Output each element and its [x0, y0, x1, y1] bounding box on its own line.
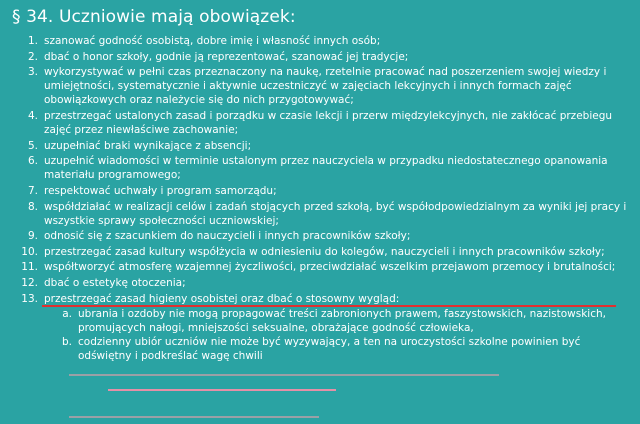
- list-item-number: 3.: [27, 66, 38, 79]
- obligations-list: [10, 34, 630, 364]
- list-item-number: 6.: [27, 155, 38, 168]
- list-item-text: dbać o honor szkoły, godnie ją reprezentować, szanować jej tradycje;: [44, 50, 409, 63]
- gray-marker-underline: [69, 374, 499, 376]
- list-item-number: 10.: [21, 245, 38, 258]
- list-item-highlighted: [10, 292, 630, 364]
- sub-list-item: [44, 335, 630, 363]
- list-item: [10, 200, 630, 228]
- list-item-text: uzupełnić wiadomości w terminie ustalonym przez nauczyciela w przypadku niedostatecznego opanowania materiału programowego;: [44, 155, 608, 182]
- list-item-text: wykorzystywać w pełni czas przeznaczony na naukę, rzetelnie pracować nad poszerzeniem swojej wiedzy i umiejętności, systematycznie i aktywnie uczestniczyć w zajęciach lekcyjnych i innych formach zajęć obowiązkowych oraz należycie się do nich przygotowywać;: [44, 66, 607, 107]
- list-item-number: 1.: [27, 35, 38, 47]
- sub-list-item-text: codzienny ubiór uczniów nie może być wyzywający, a ten na uroczystości szkolne powinien być odświętny i podkreślać wagę chwili: [78, 336, 581, 363]
- list-item: [10, 245, 630, 259]
- list-item: [10, 50, 630, 64]
- list-item: [10, 184, 630, 198]
- list-item: [10, 139, 630, 153]
- list-item-text: współdziałać w realizacji celów i zadań stojących przed szkołą, być współodpowiedzialnym za wyniki jej pracy i wszystkie sprawy społeczności uczniowskiej;: [44, 200, 627, 227]
- sub-list-item-number: a.: [62, 307, 72, 320]
- list-item-number: 4.: [27, 109, 38, 122]
- sub-list-item-text: ubrania i ozdoby nie mogą propagować treści zabronionych prawem, faszystowskich, nazistowskich, promujących nałogi, mniejszości seksualne, obrażające godność człowieka,: [78, 307, 606, 334]
- list-item-number: 12.: [21, 277, 38, 289]
- sub-list-item-number: b.: [61, 336, 72, 349]
- list-item-number: 11.: [21, 261, 38, 274]
- list-item-text: przestrzegać ustalonych zasad i porządku w czasie lekcji i przerw międzylekcyjnych, nie zakłócać przebiegu zajęć przez niewłaściwe zachowanie;: [44, 109, 613, 137]
- list-item: [10, 154, 630, 182]
- list-item: [10, 109, 630, 137]
- sub-obligations-list: [44, 307, 630, 364]
- sub-list-item: [44, 307, 630, 335]
- list-item-number: 2.: [27, 50, 38, 63]
- list-item: [10, 229, 630, 243]
- page-title: § 34. Uczniowie mają obowiązek:: [12, 7, 296, 27]
- list-item-number: 9.: [27, 230, 38, 243]
- list-item-number: 8.: [27, 200, 38, 213]
- list-item-text: dbać o estetykę otoczenia;: [44, 277, 186, 289]
- list-item-text: przestrzegać zasad higieny osobistej oraz dbać o stosowny wygląd:: [44, 292, 630, 306]
- gray-marker-underline-2: [69, 416, 319, 418]
- list-item-number: 13.: [21, 292, 38, 305]
- pink-marker-underline: [108, 389, 336, 391]
- list-item-text: współtworzyć atmosferę wzajemnej życzliwości, przeciwdziałać wszelkim przejawom przemocy i brutalności;: [44, 261, 616, 274]
- list-item-text: respektować uchwały i program samorządu;: [44, 184, 277, 197]
- list-item-number: 7.: [27, 184, 38, 197]
- list-item-text: szanować godność osobistą, dobre imię i własność innych osób;: [44, 35, 381, 47]
- list-item-text: uzupełniać braki wynikające z absencji;: [44, 139, 252, 152]
- list-item-text: przestrzegać zasad kultury współżycia w odniesieniu do kolegów, nauczycieli i innych pracowników szkoły;: [44, 245, 605, 258]
- list-item: [10, 260, 630, 274]
- list-item: [10, 65, 630, 107]
- list-item: [10, 34, 630, 48]
- list-item-text: odnosić się z szacunkiem do nauczycieli i innych pracowników szkoły;: [44, 230, 411, 243]
- list-item-number: 5.: [27, 139, 38, 152]
- list-item: [10, 276, 630, 290]
